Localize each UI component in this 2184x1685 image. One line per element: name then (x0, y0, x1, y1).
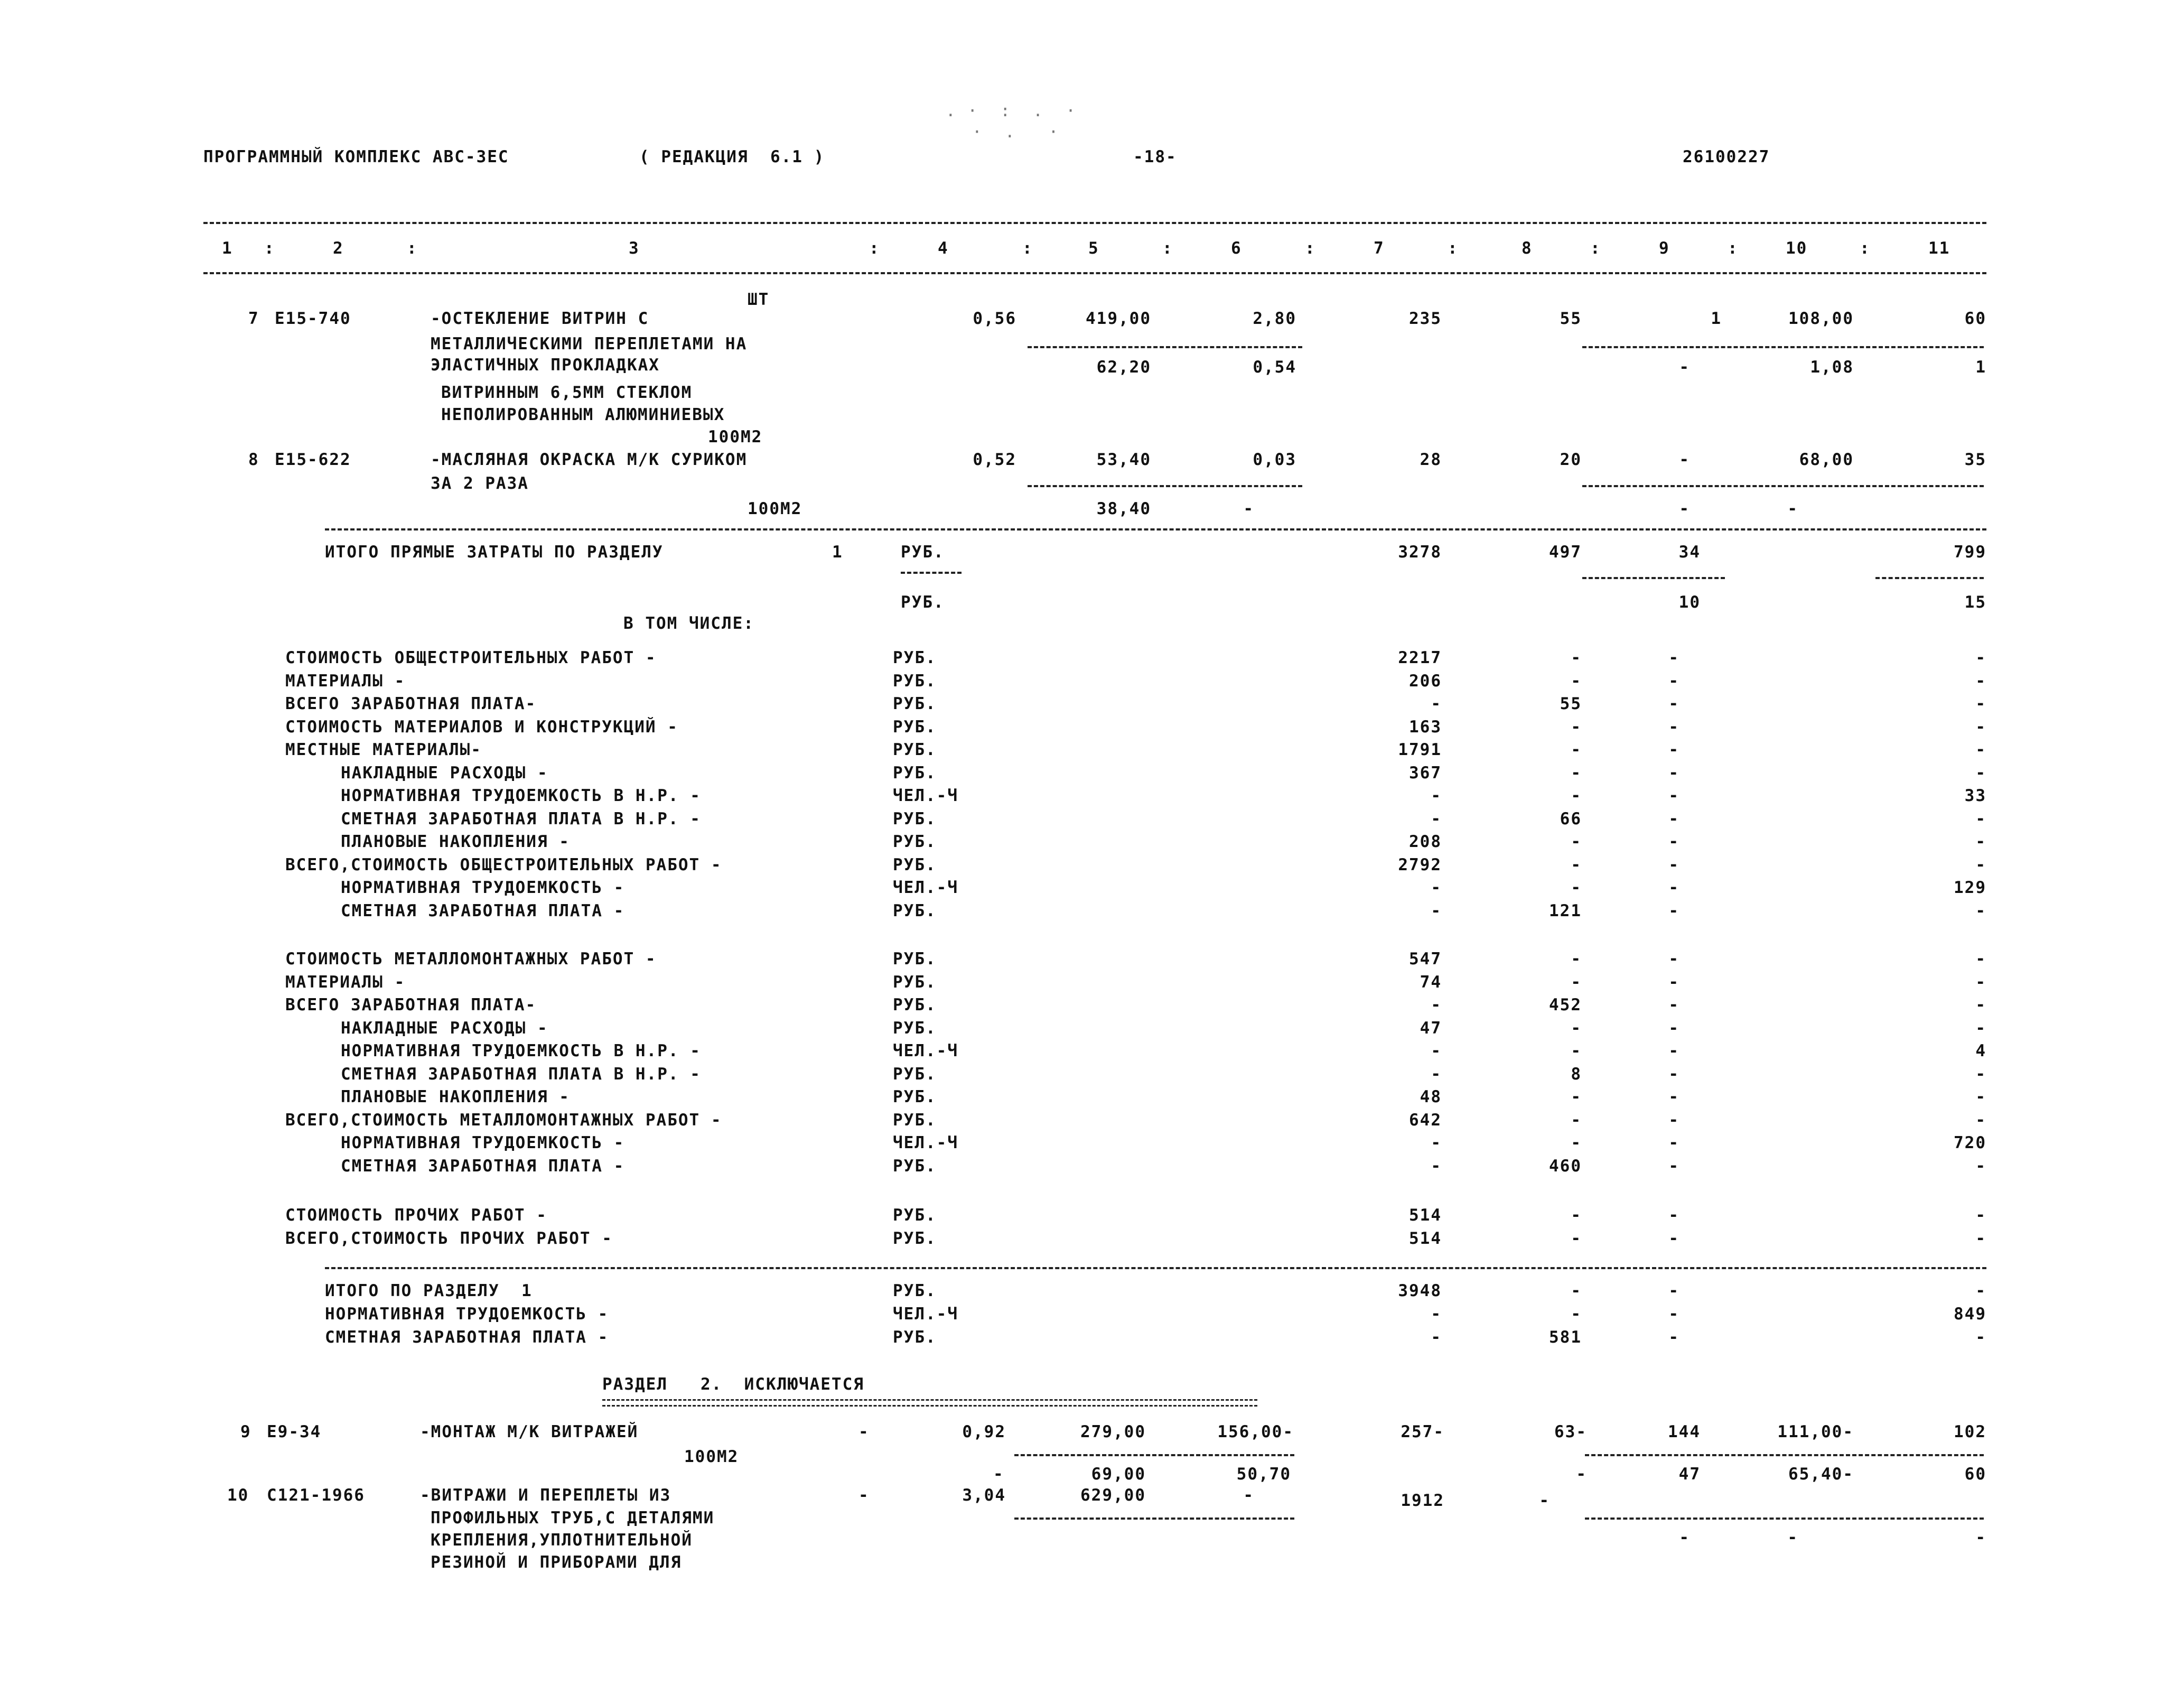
cell-col4: 0,92 (962, 1422, 1006, 1441)
cell-col8: 452 (1549, 995, 1582, 1014)
cell-rule (1875, 577, 1984, 579)
cell-col10: 108,00 (1788, 309, 1854, 328)
cell-col5: 419,00 (1086, 309, 1151, 328)
cell-col8: 55 (1560, 309, 1582, 328)
cell-col8: - (1571, 1305, 1582, 1324)
unit-cell: РУБ. (893, 995, 937, 1014)
cell-col8: 66 (1560, 809, 1582, 828)
summary-label: НОРМАТИВНАЯ ТРУДОЕМКОСТЬ В Н.Р. - (341, 786, 701, 805)
summary-label: НАКЛАДНЫЕ РАСХОДЫ - (341, 1018, 548, 1038)
unit-cell: ЧЕЛ.-Ч (893, 1041, 958, 1060)
cell-col8: 8 (1571, 1064, 1582, 1084)
cell-col9: 144 (1668, 1422, 1701, 1441)
item-unit: ШТ (748, 290, 770, 309)
cell-col8: 121 (1549, 901, 1582, 920)
col-header-4: 4 (938, 239, 949, 258)
cell-col7: - (1431, 1156, 1442, 1176)
cell-col7: 3948 (1398, 1281, 1442, 1300)
cell-col5: 279,00 (1080, 1422, 1146, 1441)
cell-col8: - (1571, 671, 1582, 691)
cell-col8: - (1571, 878, 1582, 897)
cell-col7: 47 (1420, 1018, 1442, 1038)
cell-col6: - (1243, 1486, 1254, 1505)
cell-col7: 2792 (1398, 855, 1442, 874)
summary-label: ВСЕГО,СТОИМОСТЬ МЕТАЛЛОМОНТАЖНЫХ РАБОТ - (285, 1110, 722, 1130)
cell-col9: - (1668, 1156, 1679, 1176)
cell-col9-sub: - (1679, 358, 1690, 377)
col-header-sep: : (1860, 239, 1871, 258)
unit-cell: РУБ. (893, 1018, 937, 1038)
cell-col9: - (1668, 671, 1679, 691)
summary-label: СМЕТНАЯ ЗАРАБОТНАЯ ПЛАТА В Н.Р. - (341, 809, 701, 828)
double-rule (602, 1399, 1257, 1407)
cell-col7: 547 (1409, 949, 1442, 969)
unit-cell: РУБ. (893, 949, 937, 969)
cell-col9: - (1668, 1041, 1679, 1060)
cell-col7: 367 (1409, 763, 1442, 783)
col-header-5: 5 (1088, 239, 1099, 258)
cell-col7: - (1431, 809, 1442, 828)
summary-label: ВСЕГО ЗАРАБОТНАЯ ПЛАТА- (285, 694, 537, 713)
item-code: Е15-622 (275, 450, 351, 469)
section-2-heading: РАЗДЕЛ 2. ИСКЛЮЧАЕТСЯ (602, 1375, 864, 1394)
summary-label: СТОИМОСТЬ ПРОЧИХ РАБОТ - (285, 1206, 547, 1225)
cell-col9: 34 (1678, 543, 1701, 562)
cell-col7: 163 (1409, 717, 1442, 737)
col-header-8: 8 (1522, 239, 1533, 258)
cell-col11: - (1975, 1228, 1986, 1248)
itogo-direct-section: 1 (832, 543, 843, 562)
cell-col11: - (1975, 740, 1986, 759)
item-desc-line: КРЕПЛЕНИЯ,УПЛОТНИТЕЛЬНОЙ (431, 1531, 693, 1550)
summary-label: НОРМАТИВНАЯ ТРУДОЕМКОСТЬ - (325, 1305, 609, 1324)
cell-col7: - (1431, 694, 1442, 713)
cell-col11: - (1975, 671, 1986, 691)
cell-col11: - (1975, 972, 1986, 992)
unit-cell: РУБ. (901, 543, 945, 562)
cell-col3-sub: - (993, 1465, 1004, 1484)
cell-col9: - (1668, 763, 1679, 783)
cell-col9: - (1668, 786, 1679, 805)
cell-col11: - (1975, 1206, 1986, 1225)
cell-col9: - (1668, 855, 1679, 874)
cell-rule (1582, 577, 1725, 579)
summary-label: СМЕТНАЯ ЗАРАБОТНАЯ ПЛАТА В Н.Р. - (341, 1064, 701, 1084)
cell-col7: - (1431, 878, 1442, 897)
scan-noise: · . · (972, 123, 1060, 142)
col-header-1: 1 (222, 239, 233, 258)
cell-col11: - (1975, 1328, 1986, 1347)
summary-label: ВСЕГО ЗАРАБОТНАЯ ПЛАТА- (285, 995, 537, 1014)
cell-col6: 156,00- (1217, 1422, 1294, 1441)
cell-col9: - (1679, 450, 1690, 469)
unit-cell: ЧЕЛ.-Ч (893, 878, 958, 897)
cell-col10-sub: 1,08 (1810, 358, 1854, 377)
cell-col8: - (1571, 832, 1582, 851)
cell-col8: - (1571, 949, 1582, 969)
summary-label: НОРМАТИВНАЯ ТРУДОЕМКОСТЬ В Н.Р. - (341, 1041, 701, 1060)
unit-cell: РУБ. (893, 809, 937, 828)
cell-rule (901, 572, 962, 574)
item-desc-line: 100М2 (708, 427, 763, 446)
cell-col8: - (1571, 648, 1582, 667)
unit-cell: РУБ. (893, 1156, 937, 1176)
unit-cell: РУБ. (893, 671, 937, 691)
col-header-sep: : (1162, 239, 1173, 258)
page-number: -18- (1133, 147, 1177, 166)
cell-col8: - (1571, 763, 1582, 783)
summary-label: ИТОГО ПО РАЗДЕЛУ 1 (325, 1281, 533, 1300)
unit-cell: РУБ. (893, 832, 937, 851)
unit-cell: ЧЕЛ.-Ч (893, 1133, 958, 1152)
unit-cell: РУБ. (893, 901, 937, 920)
unit-cell: РУБ. (893, 740, 937, 759)
summary-label: СМЕТНАЯ ЗАРАБОТНАЯ ПЛАТА - (325, 1328, 609, 1347)
col-header-9: 9 (1659, 239, 1670, 258)
col-header-2: 2 (333, 239, 344, 258)
unit-cell: РУБ. (893, 1328, 937, 1347)
col-header-3: 3 (629, 239, 640, 258)
cell-col6: 0,03 (1253, 450, 1296, 469)
unit-cell: ЧЕЛ.-Ч (893, 786, 958, 805)
cell-col9: - (1668, 1228, 1679, 1248)
col-header-sep: : (407, 239, 418, 258)
summary-label: СМЕТНАЯ ЗАРАБОТНАЯ ПЛАТА - (341, 1156, 625, 1176)
summary-label: МЕСТНЫЕ МАТЕРИАЛЫ- (285, 740, 482, 759)
cell-col7: 2217 (1398, 648, 1442, 667)
cell-col11: - (1975, 855, 1986, 874)
cell-col8: - (1571, 786, 1582, 805)
cell-col7: - (1431, 1041, 1442, 1060)
cell-col9: - (1668, 901, 1679, 920)
cell-col11-sub: - (1975, 1528, 1986, 1547)
cell-col5-sub: 62,20 (1096, 358, 1151, 377)
summary-label: СТОИМОСТЬ МЕТАЛЛОМОНТАЖНЫХ РАБОТ - (285, 949, 657, 969)
summary-label: МАТЕРИАЛЫ - (285, 671, 406, 691)
cell-col7: 514 (1409, 1206, 1442, 1225)
item-desc-line: НЕПОЛИРОВАННЫМ АЛЮМИНИЕВЫХ (441, 405, 725, 424)
unit-cell: РУБ. (893, 972, 937, 992)
cell-col11: 35 (1964, 450, 1986, 469)
cell-rule (1014, 1454, 1294, 1456)
cell-col8: - (1571, 855, 1582, 874)
cell-col11: 4 (1975, 1041, 1986, 1060)
cell-col8-sub: - (1576, 1465, 1587, 1484)
cell-col6-sub: 50,70 (1236, 1465, 1291, 1484)
summary-label: СМЕТНАЯ ЗАРАБОТНАЯ ПЛАТА - (341, 901, 625, 920)
unit-cell: РУБ. (893, 1064, 937, 1084)
cell-col8: - (1571, 1110, 1582, 1130)
cell-col8: - (1571, 1228, 1582, 1248)
item-code: Е9-34 (267, 1422, 322, 1441)
col-header-10: 10 (1786, 239, 1808, 258)
cell-col9: - (1668, 1064, 1679, 1084)
unit-cell: РУБ. (893, 1228, 937, 1248)
summary-label: ВСЕГО,СТОИМОСТЬ ПРОЧИХ РАБОТ - (285, 1228, 613, 1248)
cell-col8: - (1571, 1087, 1582, 1106)
section-rule (325, 528, 1986, 530)
cell-col8: - (1571, 1281, 1582, 1300)
cell-col8: 63- (1554, 1422, 1587, 1441)
item-number: 7 (248, 309, 259, 328)
cell-col11: - (1975, 763, 1986, 783)
unit-cell: РУБ. (893, 717, 937, 737)
item-number: 10 (227, 1486, 249, 1505)
cell-col9: - (1668, 694, 1679, 713)
col-header-sep: : (1728, 239, 1739, 258)
cell-col8: 20 (1560, 450, 1582, 469)
summary-label: ВСЕГО,СТОИМОСТЬ ОБЩЕСТРОИТЕЛЬНЫХ РАБОТ - (285, 855, 722, 874)
cell-col9: - (1668, 717, 1679, 737)
cell-col10-sub: - (1787, 499, 1798, 518)
cell-col6: 2,80 (1253, 309, 1296, 328)
cell-col9: - (1668, 1206, 1679, 1225)
cell-rule (1028, 346, 1302, 348)
cell-rule (1582, 485, 1984, 487)
unit-cell: РУБ. (893, 694, 937, 713)
col-header-sep: : (869, 239, 880, 258)
item-desc-line: -МАСЛЯНАЯ ОКРАСКА М/К СУРИКОМ (431, 450, 748, 469)
item-number: 8 (248, 450, 259, 469)
cell-col11: - (1975, 1156, 1986, 1176)
summary-label: СТОИМОСТЬ ОБЩЕСТРОИТЕЛЬНЫХ РАБОТ - (285, 648, 657, 667)
cell-col9-sub: - (1679, 499, 1690, 518)
item-desc-line: -ОСТЕКЛЕНИЕ ВИТРИН С (431, 309, 649, 328)
cell-rule (1028, 485, 1302, 487)
cell-col10-sub: 65,40- (1788, 1465, 1854, 1484)
cell-col7: - (1431, 1133, 1442, 1152)
section-rule (325, 1267, 1986, 1269)
cell-col11: - (1975, 694, 1986, 713)
cell-col9: - (1668, 1305, 1679, 1324)
summary-label: ПЛАНОВЫЕ НАКОПЛЕНИЯ - (341, 1087, 570, 1106)
cell-col7: 235 (1409, 309, 1442, 328)
cell-rule (1582, 346, 1984, 348)
cell-col8: - (1539, 1491, 1550, 1510)
cell-col11: 799 (1954, 543, 1986, 562)
cell-col11: 33 (1964, 786, 1986, 805)
cell-col4: 0,56 (973, 309, 1016, 328)
cell-col8: - (1571, 717, 1582, 737)
cell-col8: 55 (1560, 694, 1582, 713)
cell-col8: 497 (1549, 543, 1582, 562)
cell-col11: - (1975, 1018, 1986, 1038)
col-header-sep: : (264, 239, 275, 258)
cell-col7: - (1431, 901, 1442, 920)
cell-col7: 48 (1420, 1087, 1442, 1106)
item-code: С121-1966 (267, 1486, 365, 1505)
cell-col8: - (1571, 1041, 1582, 1060)
cell-col7: 514 (1409, 1228, 1442, 1248)
cell-col11: - (1975, 648, 1986, 667)
cell-col11: 129 (1954, 878, 1986, 897)
cell-col9: - (1668, 1018, 1679, 1038)
cell-col7: - (1431, 1305, 1442, 1324)
cell-col9: - (1668, 648, 1679, 667)
cell-col7: 74 (1420, 972, 1442, 992)
item-desc-line: МЕТАЛЛИЧЕСКИМИ ПЕРЕПЛЕТАМИ НА (431, 334, 748, 353)
unit-cell: РУБ. (901, 593, 945, 612)
col-header-6: 6 (1231, 239, 1242, 258)
cell-col7: 1912 (1401, 1491, 1444, 1510)
program-title: ПРОГРАММНЫЙ КОМПЛЕКС АВС-3ЕС (203, 147, 509, 166)
cell-col9: - (1668, 809, 1679, 828)
cell-col9: - (1668, 740, 1679, 759)
cell-col7: 257- (1401, 1422, 1444, 1441)
cell-col7: 3278 (1398, 543, 1442, 562)
item-desc-line: ПРОФИЛЬНЫХ ТРУБ,С ДЕТАЛЯМИ (431, 1509, 715, 1528)
cell-rule (1014, 1518, 1294, 1520)
cell-col11: - (1975, 717, 1986, 737)
cell-col11: - (1975, 901, 1986, 920)
cell-col11: 60 (1964, 309, 1986, 328)
cell-col7: 1791 (1398, 740, 1442, 759)
summary-label: НОРМАТИВНАЯ ТРУДОЕМКОСТЬ - (341, 1133, 625, 1152)
cell-col6-sub: 0,54 (1253, 358, 1296, 377)
cell-col10: 68,00 (1799, 450, 1854, 469)
cell-col9: - (1668, 949, 1679, 969)
cell-col9-sub: 47 (1678, 1465, 1701, 1484)
col-header-sep: : (1448, 239, 1459, 258)
cell-col7: - (1431, 786, 1442, 805)
col-header-sep: : (1590, 239, 1601, 258)
cell-col10: 111,00- (1777, 1422, 1854, 1441)
cell-col9-sub: - (1679, 1528, 1690, 1547)
table-header-rule (203, 272, 1986, 274)
cell-col11: 720 (1954, 1133, 1986, 1152)
cell-col3: - (858, 1422, 870, 1441)
unit-cell: РУБ. (893, 648, 937, 667)
cell-col11-sub: 15 (1964, 593, 1986, 612)
item-desc-line: ЗА 2 РАЗА (431, 474, 529, 493)
cell-col5: 629,00 (1080, 1486, 1146, 1505)
cell-col6-sub: - (1243, 499, 1254, 518)
item-desc-line: ЭЛАСТИЧНЫХ ПРОКЛАДКАХ (431, 356, 660, 375)
cell-col11: - (1975, 995, 1986, 1014)
col-header-11: 11 (1928, 239, 1950, 258)
cell-col9: - (1668, 1110, 1679, 1130)
cell-col11-sub: 60 (1964, 1465, 1986, 1484)
cell-col11: - (1975, 949, 1986, 969)
item-unit: 100М2 (684, 1447, 739, 1466)
cell-col7: 206 (1409, 671, 1442, 691)
cell-col11: - (1975, 1064, 1986, 1084)
in-total-heading: В ТОМ ЧИСЛЕ: (623, 614, 754, 633)
cell-col8: 460 (1549, 1156, 1582, 1176)
itogo-direct-label: ИТОГО ПРЯМЫЕ ЗАТРАТЫ ПО РАЗДЕЛУ (325, 543, 664, 562)
cell-col8: - (1571, 1206, 1582, 1225)
cell-col11: - (1975, 1281, 1986, 1300)
unit-cell: РУБ. (893, 1087, 937, 1106)
cell-col7: - (1431, 995, 1442, 1014)
cell-col8: - (1571, 972, 1582, 992)
document-code: 26100227 (1683, 147, 1770, 166)
cell-col7: - (1431, 1064, 1442, 1084)
unit-cell: РУБ. (893, 855, 937, 874)
cell-col5: 53,40 (1096, 450, 1151, 469)
item-desc-line: РЕЗИНОЙ И ПРИБОРАМИ ДЛЯ (431, 1553, 682, 1572)
cell-col8: 581 (1549, 1328, 1582, 1347)
cell-col9: - (1668, 1328, 1679, 1347)
cell-col3: - (858, 1486, 870, 1505)
cell-col11: - (1975, 1110, 1986, 1130)
unit-cell: РУБ. (893, 1110, 937, 1130)
cell-col7: - (1431, 1328, 1442, 1347)
summary-label: НАКЛАДНЫЕ РАСХОДЫ - (341, 763, 548, 783)
cell-col7: 28 (1420, 450, 1442, 469)
cell-col9-sub: 10 (1678, 593, 1701, 612)
summary-label: СТОИМОСТЬ МАТЕРИАЛОВ И КОНСТРУКЦИЙ - (285, 717, 678, 737)
cell-col10-sub: - (1787, 1528, 1798, 1547)
cell-col9: - (1668, 1133, 1679, 1152)
cell-col5-sub: 38,40 (1096, 499, 1151, 518)
unit-cell: РУБ. (893, 763, 937, 783)
col-header-sep: : (1305, 239, 1316, 258)
cell-col11-sub: 1 (1975, 358, 1986, 377)
item-desc-line: -ВИТРАЖИ И ПЕРЕПЛЕТЫ ИЗ (420, 1486, 671, 1505)
item-desc-line: -МОНТАЖ М/К ВИТРАЖЕЙ (420, 1422, 639, 1441)
summary-label: НОРМАТИВНАЯ ТРУДОЕМКОСТЬ - (341, 878, 625, 897)
cell-col4: 0,52 (973, 450, 1016, 469)
unit-cell: ЧЕЛ.-Ч (893, 1305, 958, 1324)
cell-col8: - (1571, 1133, 1582, 1152)
unit-cell: РУБ. (893, 1281, 937, 1300)
edition-label: ( РЕДАКЦИЯ 6.1 ) (639, 147, 825, 166)
cell-col9: - (1668, 995, 1679, 1014)
cell-rule (1585, 1454, 1984, 1456)
cell-col9: - (1668, 972, 1679, 992)
cell-col9: 1 (1711, 309, 1722, 328)
table-top-rule (203, 222, 1986, 224)
cell-col5-sub: 69,00 (1091, 1465, 1146, 1484)
cell-rule (1585, 1518, 1984, 1520)
cell-col11: 102 (1954, 1422, 1986, 1441)
cell-col7: 208 (1409, 832, 1442, 851)
cell-col11: - (1975, 1087, 1986, 1106)
summary-label: ПЛАНОВЫЕ НАКОПЛЕНИЯ - (341, 832, 570, 851)
item-number: 9 (240, 1422, 251, 1441)
item-code: Е15-740 (275, 309, 351, 328)
unit-cell: РУБ. (893, 1206, 937, 1225)
cell-col9: - (1668, 832, 1679, 851)
col-header-sep: : (1022, 239, 1033, 258)
cell-col9: - (1668, 1087, 1679, 1106)
cell-col8: - (1571, 740, 1582, 759)
cell-col4: 3,04 (962, 1486, 1006, 1505)
item-desc-line: ВИТРИННЫМ 6,5ММ СТЕКЛОМ (441, 383, 693, 402)
cell-col8: - (1571, 1018, 1582, 1038)
cell-col11: - (1975, 832, 1986, 851)
cell-col11: 849 (1954, 1305, 1986, 1324)
cell-col7: 642 (1409, 1110, 1442, 1130)
summary-label: МАТЕРИАЛЫ - (285, 972, 406, 992)
cell-col9: - (1668, 1281, 1679, 1300)
cell-col9: - (1668, 878, 1679, 897)
col-header-7: 7 (1374, 239, 1385, 258)
item-unit: 100М2 (748, 499, 802, 518)
cell-col11: - (1975, 809, 1986, 828)
scan-noise: . · : . · (946, 101, 1077, 120)
